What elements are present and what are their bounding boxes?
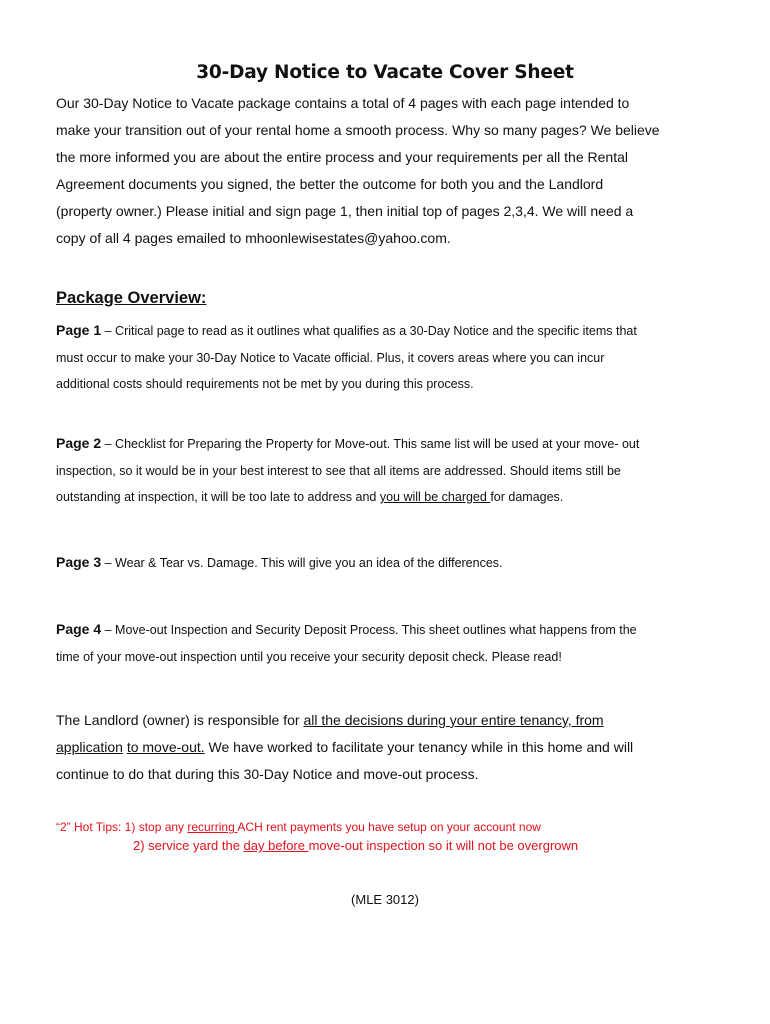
- page-text: – Checklist for Preparing the Property for Move-out. This same list will be used at your move- out: [101, 437, 640, 451]
- closing-text: We have worked to facilitate your tenancy while in this home and will: [204, 739, 634, 755]
- intro-line: (property owner.) Please initial and sign page 1, then initial top of pages 2,3,4. We will need a: [56, 203, 634, 219]
- page-text: must occur to make your 30-Day Notice to Vacate official. Plus, it covers areas where you can incur: [56, 350, 605, 365]
- closing-text: continue to do that during this 30-Day Notice and move-out process.: [56, 766, 479, 782]
- page-text: – Move-out Inspection and Security Deposit Process. This sheet outlines what happens from the: [101, 623, 637, 637]
- charged-emphasis: you will be charged: [379, 490, 491, 504]
- page-text: time of your move-out inspection until you receive your security deposit check. Please read!: [56, 649, 562, 664]
- page-text: for damages.: [490, 490, 564, 504]
- intro-line: make your transition out of your rental home a smooth process. Why so many pages? We believe: [56, 122, 660, 138]
- intro-line: the more informed you are about the entire process and your requirements per all the Rental: [56, 149, 628, 165]
- page-text: outstanding at inspection, it will be too late to address and: [56, 490, 380, 504]
- intro-line: Our 30-Day Notice to Vacate package contains a total of 4 pages with each page intended to: [56, 95, 630, 111]
- page-text: inspection, so it would be in your best interest to see that all items are addressed. Should items still be: [56, 463, 621, 478]
- page-1-description: [56, 317, 746, 398]
- page-label: Page 3: [56, 554, 102, 570]
- page-title: 30-Day Notice to Vacate Cover Sheet: [196, 62, 574, 83]
- intro-line: Agreement documents you signed, the better the outcome for both you and the Landlord: [56, 176, 604, 192]
- closing-paragraph: [56, 707, 746, 788]
- closing-emphasis: application: [56, 739, 123, 755]
- page-3-description: [56, 549, 746, 577]
- page-label: Page 1: [56, 322, 102, 338]
- page-text: additional costs should requirements not be met by you during this process.: [56, 377, 474, 391]
- page-text: – Wear & Tear vs. Damage. This will give you an idea of the differences.: [101, 556, 503, 570]
- page-text: – Critical page to read as it outlines what qualifies as a 30-Day Notice and the specific items that: [101, 324, 637, 338]
- intro-line: copy of all 4 pages emailed to mhoonlewisestates@yahoo.com.: [56, 230, 451, 246]
- closing-emphasis: all the decisions during your entire tenancy, from: [303, 712, 604, 728]
- hot-tips: [56, 817, 578, 855]
- closing-emphasis: to move-out.: [126, 739, 205, 755]
- hot-tip-2: 2) service yard the day before move-out inspection so it will not be overgrown: [133, 838, 579, 853]
- page-2-description: [56, 430, 746, 511]
- document-code: (MLE 3012): [351, 892, 419, 907]
- page-label: Page 2: [56, 435, 102, 451]
- intro-paragraph: [56, 90, 736, 252]
- package-overview-heading: Package Overview:: [56, 289, 207, 307]
- page-4-description: [56, 616, 746, 670]
- hot-tip-1: “2” Hot Tips: 1) stop any recurring ACH rent payments you have setup on your account now: [56, 820, 541, 834]
- closing-text: The Landlord (owner) is responsible for: [56, 712, 304, 728]
- page-label: Page 4: [56, 621, 102, 637]
